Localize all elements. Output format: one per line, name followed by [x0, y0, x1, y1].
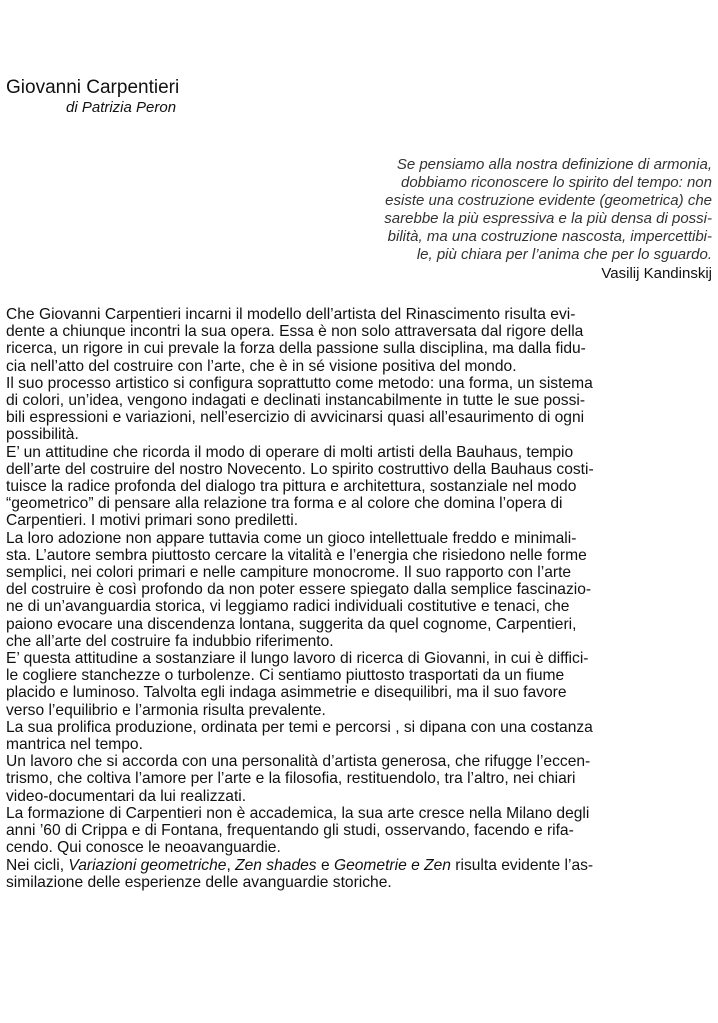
article-title: Giovanni Carpentieri [6, 77, 180, 98]
body-line: ne di un’avanguardia storica, vi leggiamo radici individuali costitutive e tenaci, che [6, 598, 570, 616]
body-line: del costruire è così profondo da non poter essere spiegato dalla semplice fascinazio- [6, 581, 592, 599]
body-line: Un lavoro che si accorda con una personalità d’artista generosa, che rifugge l’eccen- [6, 753, 591, 771]
body-line: Il suo processo artistico si configura soprattutto come metodo: una forma, un sistema [6, 374, 593, 392]
epigraph-author: Vasilij Kandinskij [601, 264, 712, 282]
body-line: cendo. Qui conosce le neoavanguardie. [6, 839, 281, 857]
body-line: sta. L’autore sembra piuttosto cercare la vitalità e l’energia che risiedono nelle forme [6, 546, 587, 564]
body-line: La loro adozione non appare tuttavia come un gioco intellettuale freddo e minimali- [6, 529, 577, 547]
body-line-final [6, 857, 710, 874]
body-line: semplici, nei colori primari e nelle campiture monocrome. Il suo rapporto con l’arte [6, 564, 572, 582]
body-line: similazione delle esperienze delle avanguardie storiche. [6, 873, 392, 891]
body-line: E’ questa attitudine a sostanziare il lungo lavoro di ricerca di Giovanni, in cui è diffici- [6, 650, 589, 668]
epigraph-line: sarebbe la più espressiva e la più densa di possi- [384, 210, 712, 228]
body-line: mantrica nel tempo. [6, 736, 143, 754]
article-byline: di Patrizia Peron [66, 99, 177, 116]
body-line: La formazione di Carpentieri non è accademica, la sua arte cresce nella Milano degli [6, 804, 590, 822]
body-line: tuisce la radice profonda del dialogo tra pittura e architettura, sostanziale nel modo [6, 478, 577, 496]
body-line: cia nell’atto del costruire con l’arte, che è in sé visione positiva del mondo. [6, 357, 517, 375]
epigraph-line: bilità, ma una costruzione nascosta, impercettibi- [387, 228, 712, 246]
epigraph-line: dobbiamo riconoscere lo spirito del tempo: non [400, 174, 712, 192]
epigraph-line: le, più chiara per l’anima che per lo sguardo. [416, 246, 712, 264]
body-line: possibilità. [6, 426, 79, 444]
body-line: E’ un attitudine che ricorda il modo di operare di molti artisti della Bauhaus, tempio [6, 443, 574, 461]
body-line: dell’arte del costruire del nostro Novecento. Lo spirito costruttivo della Bauhaus costi- [6, 460, 594, 478]
body-line: placido e luminoso. Talvolta egli indaga asimmetrie e disequilibri, ma il suo favore [6, 684, 567, 702]
series-title: Zen shades [235, 856, 317, 874]
article-body [6, 306, 710, 891]
body-line: le cogliere stanchezze o turbolenze. Ci sentiamo piuttosto trasportati da un fiume [6, 667, 565, 685]
text-run: e [316, 856, 334, 874]
series-title: Geometrie e Zen [333, 856, 451, 874]
body-line: “geometrico” di pensare alla relazione tra forma e al colore che domina l’opera di [6, 495, 563, 513]
epigraph-line: Se pensiamo alla nostra definizione di armonia, [396, 156, 712, 173]
body-line: di colori, un’idea, vengono indagati e declinati instancabilmente in tutte le sue possi- [6, 392, 586, 410]
body-line: video-documentari da lui realizzati. [6, 787, 247, 805]
body-line: bili espressioni e variazioni, nell’esercizio di avvicinarsi quasi all’esaurimento di ogni [6, 409, 585, 427]
body-line: ricerca, un rigore in cui prevale la forza della passione sulla disciplina, ma dalla fidu- [6, 340, 586, 358]
body-line: trismo, che coltiva l’amore per l’arte e la filosofia, restituendolo, tra l’altro, nei chiari [6, 770, 576, 788]
body-line: Che Giovanni Carpentieri incarni il modello dell’artista del Rinascimento risulta evi- [6, 306, 576, 323]
body-line: paiono evocare una discendenza lontana, suggerita da quel cognome, Carpentieri, [6, 615, 577, 633]
body-line: che all’arte del costruire fa indubbio riferimento. [6, 632, 334, 650]
body-line: dente a chiunque incontri la sua opera. Essa è non solo attraversata dal rigore della [6, 323, 584, 341]
body-line: anni ’60 di Crippa e di Fontana, frequentando gli studi, osservando, facendo e rifa- [6, 822, 574, 840]
body-line: Carpentieri. I motivi primari sono prediletti. [6, 512, 299, 530]
body-line: verso l’equilibrio e l’armonia risulta prevalente. [6, 701, 326, 719]
text-run: , [226, 856, 236, 874]
series-title: Variazioni geometriche [68, 856, 227, 874]
text-run: risulta evidente l’as- [450, 856, 594, 874]
text-run: Nei cicli, [6, 856, 69, 874]
epigraph [312, 156, 712, 283]
body-line: La sua prolifica produzione, ordinata per temi e percorsi , si dipana con una costanza [6, 718, 593, 736]
epigraph-line: esiste una costruzione evidente (geometrica) che [385, 192, 712, 210]
